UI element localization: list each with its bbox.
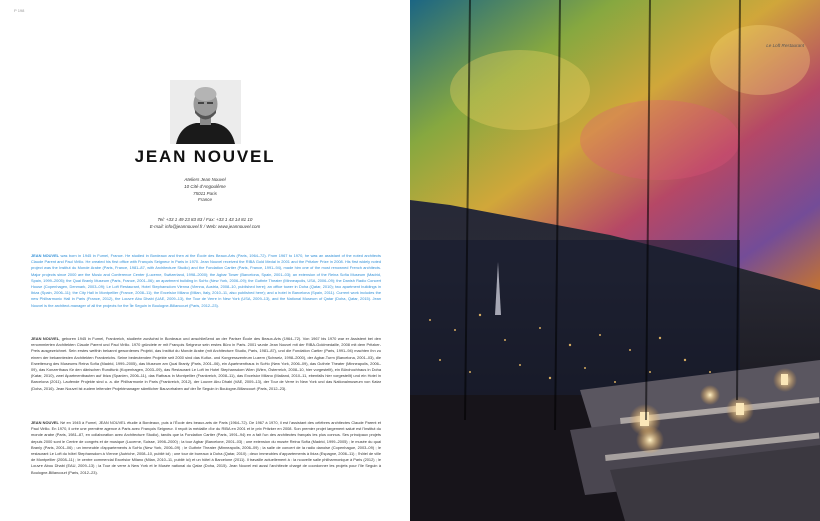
address-line: Ateliers Jean Nouvel xyxy=(184,177,226,182)
page-number: P 198 xyxy=(14,8,25,13)
contact-info xyxy=(0,217,410,231)
biography-english xyxy=(31,253,381,309)
address-line: 10 Cité d'Angoulême xyxy=(184,183,226,189)
bio-text: , geboren 1945 in Fumel, Frankreich, studierte zunächst in Bordeaux und anschließend an der Pariser École des Beaux-Arts (1964–72). Von 1967 bis 1970 war er Assistent bei den renommierten Architekten Claude Parent und Paul Virilio. 1970 gründete er mit François Seigneur sein erstes Büro in Paris. 2001 wurde Jean Nouvel mit der RIBA-Goldmedaille, 2008 mit dem Pritzker-Preis ausgezeichnet. Sein erstes weithin bekannt gewordenes Projekt, das Institut du Monde Arabe (mit Architecture Studio, Paris, 1981–87), und die Fondation Cartier (Paris, 1991–94) machten ihn zu einem der bekanntesten Architekten Frankreichs. Seine bedeutenden Projekte seit 2000 sind das Kultur- und Kongresszentrum Luzern (Schweiz, 1998–2000), der Agbar-Turm (Barcelona, 2001–03), die Erweiterung des Museums Reina Sofía (Madrid, 1999–2005), das Museum am Quai Branly (Paris, 2001–06), ein Apartmenthaus in SoHo (New York, 2006–09), das Guthrie Theater (Minneapolis, 2006–09), das Konzerthaus für den dänischen Rundfunk (Kopenhagen, 2003–09), das Restaurant Le Loft im Hotel Stephansdom Wien (Wien, Österreich, 2008–10, hier vorgestellt), ein Bürohochhaus in Doha (Katar, 2010), zwei Apartmentbauten auf Ibiza (Spanien, 2006–11), das Rathaus in Montpellier (Frankreich, 2008–11), das Excelsior Milano (Mailand, 2010–11, ebenfalls hier vorgestellt) und ein Hotel in Barcelona (2011). Laufende Projekte sind u. a. die Philharmonie in Paris (Frankreich, 2012), der Louvre Abu Dhabi (VAE, 2009–13), der Tour de Verre in New York und das Nationalmuseum von Katar (Doha, 2016). Jean Nouvel ist zudem leitender Projektmanager sämtlicher Bauvorhaben auf der Île Seguin in Boulogne-Billancourt (Paris, 2012–23). xyxy=(31,336,381,391)
bio-name: JEAN NOUVEL xyxy=(31,420,59,425)
email-web-line: E-mail: info@jeannouvel.fr / Web: www.jeannouvel.com xyxy=(149,223,261,229)
address-line: France xyxy=(197,197,212,203)
restaurant-photo xyxy=(410,0,820,521)
architect-name: JEAN NOUVEL xyxy=(134,147,276,166)
bio-text: Né en 1945 à Fumel, JEAN NOUVEL étudie à Bordeaux, puis à l'École des beaux-arts de Paris (1964–72). De 1967 à 1970, il est l'assistant des célèbres architectes Claude Parent et Paul Virilio. En 1970, il crée une première agence à Paris avec François Seigneur. Il reçoit la médaille d'or du RIBA en 2001 et le prix Pritzker en 2008. Son premier projet largement salué est l'Institut du monde arabe (Paris, 1981–87, en collaboration avec Architecture Studio), tandis que la Fondation Cartier (Paris, 1991–94) en a fait l'un des architectes français les plus connus. Ses principaux projets depuis 2000 sont le Centre de congrès et de musique (Lucerne, Suisse, 1998–2000) ; la tour Agbar (Barcelone, 2001–03) ; une extension du musée Reina Sofía (Madrid, 1999–2005) ; le musée du quai Branly (Paris, 2001–06) ; un immeuble d'appartements à SoHo (New York, 2006–09) ; le Guthrie Theater (Minneapolis, 2006–09) ; la salle de concert de la radio danoise (Copenhague, 2003–09) ; le restaurant Le Loft du hôtel Stephansdom à Vienne (Autriche, 2008–10, publié ici) ; une tour de bureaux à Doha (Qatar, 2010) ; deux immeubles d'appartements à Ibiza (Espagne, 2006–11) ; l'hôtel de ville de Montpellier (2008–11) ; le centre commercial Excelsior Milano (Milan, 2010–11, publié ici) et un hôtel à Barcelone (2011). Il travaille actuellement à : la nouvelle salle philharmonique à Paris (2012) ; le Louvre Abou Dhabi (EAU, 2009–13) ; la Tour de verre à New York et le Musée national du Qatar (Doha, 2015). Jean Nouvel est aussi l'architecte chargé de coordonner les projets pour l'île Seguin à Boulogne-Billancourt (Paris, 2012–23). xyxy=(31,420,381,475)
project-title: Le Loft Restaurant xyxy=(766,43,804,48)
right-page xyxy=(410,0,820,521)
bio-name: JEAN NOUVEL xyxy=(31,336,60,341)
biography-german xyxy=(31,336,381,392)
phone-fax-line: Tel: +33 1 49 23 83 83 / Fax: +33 1 43 14 81 10 xyxy=(157,217,253,222)
biography-french xyxy=(31,420,381,476)
address-line: 75011 Paris xyxy=(193,190,217,196)
architect-portrait xyxy=(170,80,241,144)
bio-text: was born in 1945 in Fumel, France. He studied in Bordeaux and then at the École des Beaux-Arts (Paris, 1964–72). From 1967 to 1970, he was an assistant of the noted architects Claude Parent and Paul Virilio. He created his first office with François Seigneur in Paris in 1970. Jean Nouvel received the RIBA Gold Medal in 2001 and the Pritzker Prize in 2008. His first widely noted project was the Institut du Monde Arabe (Paris, France, 1981–87, with Architecture Studio) and the Fondation Cartier (Paris, France, 1991–94), made him one of the most renowned French architects. Major projects since 2000 are the Music and Conference Center (Lucerne, Switzerland, 1998–2000); the Agbar Tower (Barcelona, Spain, 2001–03); an extension of the Reina Sofía Museum (Madrid, Spain, 1999–2005); the Quai Branly Museum (Paris, France, 2001–06); an apartment building in SoHo (New York, 2006–09); the Guthrie Theater (Minneapolis, USA, 2006–09); the Danish Radio Concert House (Copenhagen, Denmark, 2003–09); Le Loft Restaurant, Hotel Stephansdom Vienna (Vienna, Austria, 2008–10, published here); an office tower in Doha (Qatar, 2010); two apartment buildings in Ibiza (Spain, 2006–11); the City Hall in Montpellier (France, 2008–11); the Excelsior Milano (Milan, Italy, 2010–11, also published here); and a hotel in Barcelona (Spain, 2011). Current work includes the new Philharmonic Hall in Paris (France, 2012), the Louvre Abu Dhabi (UAE, 2009–13), the Tour de Verre in New York (USA, 2009–13), and the National Museum of Qatar (Doha, Qatar, 2015). Jean Nouvel is the architect-manager of all the projects for the Île Seguin in Boulogne-Billancourt (Paris, 2012–23). xyxy=(31,253,382,308)
bio-name: JEAN NOUVEL xyxy=(31,253,60,258)
office-address xyxy=(0,177,410,204)
